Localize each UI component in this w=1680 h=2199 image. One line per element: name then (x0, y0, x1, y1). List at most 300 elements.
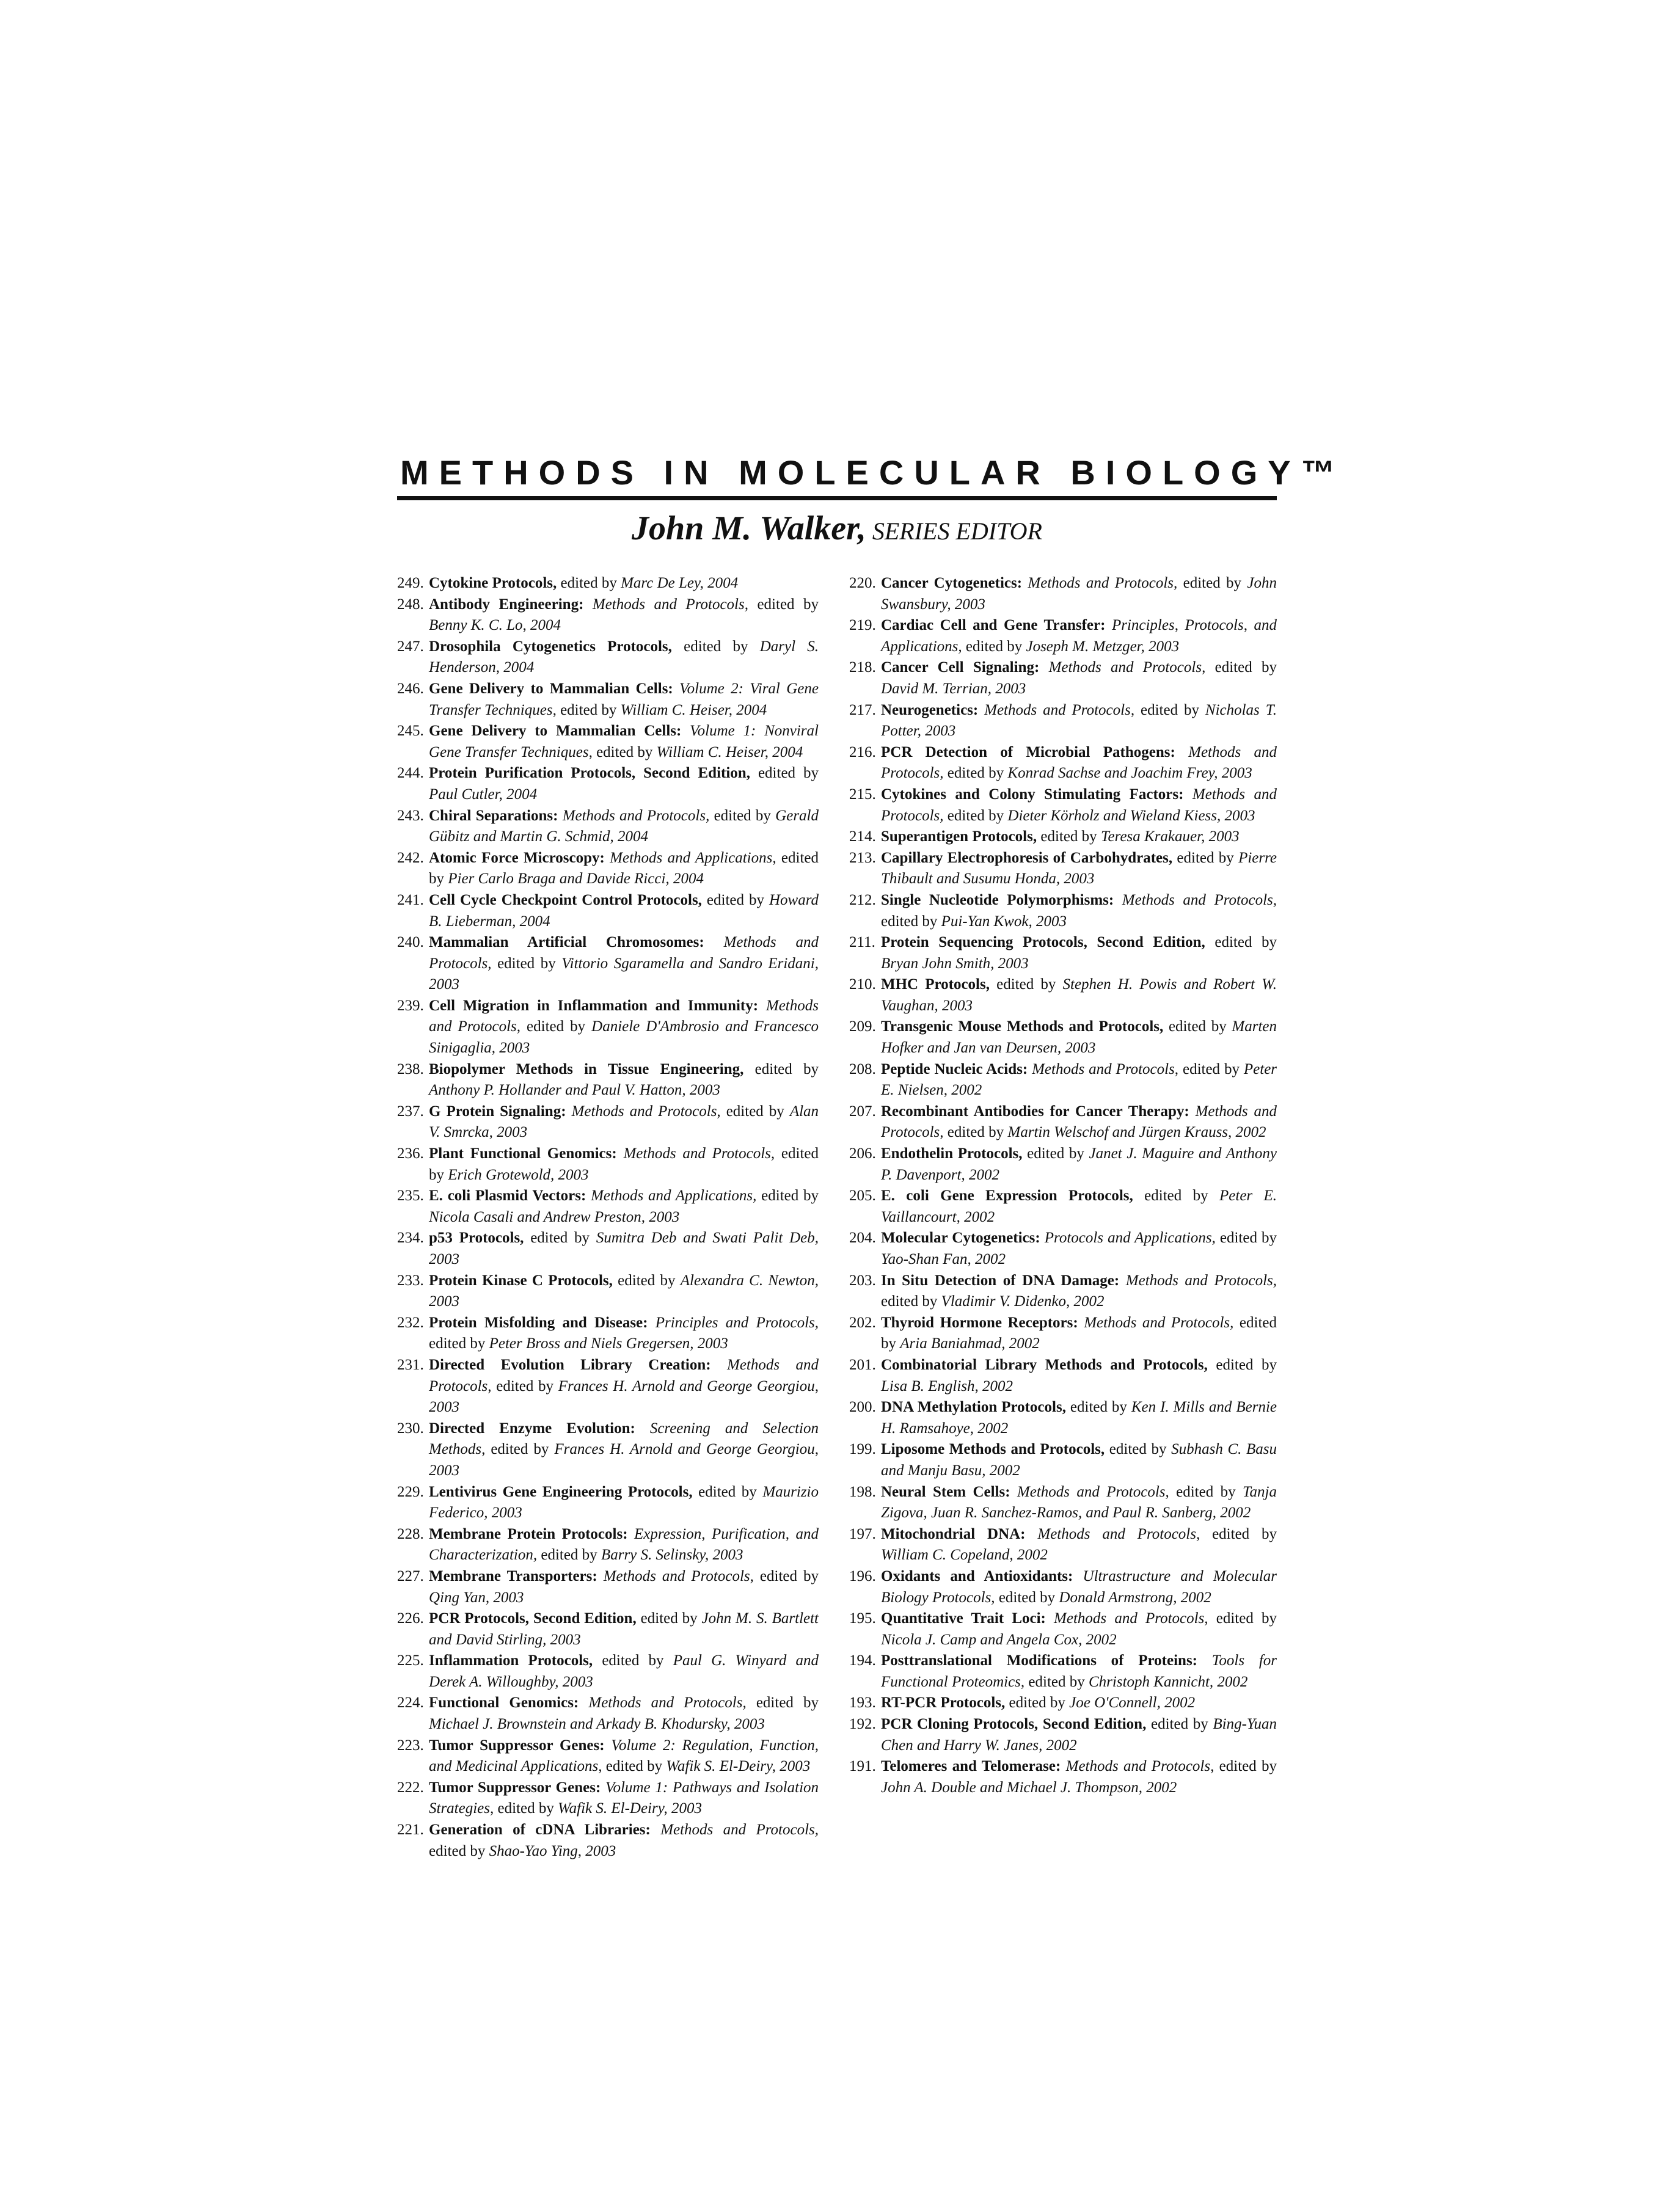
entry-edited-by: edited by (759, 1567, 819, 1585)
entry-title: Plant Functional Genomics: (429, 1145, 617, 1162)
entry-editors: Christoph Kannicht, 2002 (1089, 1673, 1248, 1690)
entry-subtitle: Methods and Protocols, (1125, 1272, 1277, 1289)
entry-edited-by: edited by (1040, 828, 1097, 845)
list-item (849, 890, 1277, 932)
list-item (397, 1143, 819, 1186)
entry-subtitle: Methods and Protocols, (588, 1694, 747, 1712)
entry-subtitle: Methods and Protocols, (1054, 1610, 1208, 1627)
list-item (397, 1778, 819, 1820)
entry-editors: Alan V. Smrcka, 2003 (429, 1103, 819, 1141)
entry-subtitle: Methods and Protocols, (984, 701, 1135, 718)
entry-editors: Paul Cutler, 2004 (429, 786, 538, 803)
entry-editors: Erich Grotewold, 2003 (448, 1166, 589, 1183)
list-item (849, 615, 1277, 657)
list-item (397, 1524, 819, 1566)
entry-number: 206. (849, 1145, 876, 1162)
entry-subtitle: Methods and Protocols, (429, 934, 819, 972)
entry-number: 225. (397, 1652, 424, 1669)
entry-editors: Michael J. Brownstein and Arkady B. Khodursky, 2003 (429, 1716, 765, 1733)
entry-editors: Sumitra Deb and Swati Palit Deb, 2003 (429, 1230, 819, 1267)
entry-edited-by: edited by (1176, 1483, 1236, 1500)
list-item (397, 1228, 819, 1270)
entry-edited-by: edited by (706, 891, 764, 908)
entry-editors: Marc De Ley, 2004 (621, 575, 739, 591)
entry-subtitle: Principles and Protocols, (655, 1314, 819, 1331)
entry-editors: Joe O'Connell, 2002 (1069, 1694, 1196, 1712)
list-item (849, 1482, 1277, 1524)
entry-number: 211. (849, 934, 875, 951)
list-item (849, 1143, 1277, 1186)
entry-number: 207. (849, 1103, 876, 1120)
entry-edited-by: edited by (996, 976, 1056, 993)
entry-editors: Martin Welschof and Jürgen Krauss, 2002 (1007, 1124, 1266, 1141)
entry-title: Atomic Force Microscopy: (429, 849, 605, 866)
entry-number: 238. (397, 1060, 424, 1078)
entry-editors: Daryl S. Henderson, 2004 (429, 638, 819, 676)
entry-title: Neural Stem Cells: (881, 1483, 1010, 1500)
list-item (849, 1313, 1277, 1355)
entry-edited-by: edited by (1216, 1610, 1277, 1627)
entry-edited-by: edited by (1214, 659, 1277, 676)
entry-number: 232. (397, 1314, 424, 1331)
entry-editors: Anthony P. Hollander and Paul V. Hatton, 2003 (429, 1082, 720, 1099)
entry-editors: Lisa B. English, 2002 (881, 1377, 1013, 1395)
entry-editors: Nicola J. Camp and Angela Cox, 2002 (881, 1631, 1117, 1648)
entry-edited-by: edited by (1219, 1758, 1277, 1775)
list-item (849, 1101, 1277, 1143)
entry-edited-by: edited by (541, 1547, 597, 1564)
entry-title: Mammalian Artificial Chromosomes: (429, 934, 704, 951)
entry-number: 203. (849, 1272, 876, 1289)
entry-title: Protein Kinase C Protocols, (429, 1272, 613, 1289)
entry-editors: Shao-Yao Ying, 2003 (489, 1842, 616, 1859)
entry-number: 240. (397, 934, 424, 951)
entry-title: Protein Sequencing Protocols, Second Edition, (881, 934, 1205, 951)
list-item (849, 1756, 1277, 1798)
entry-number: 220. (849, 575, 876, 591)
entry-title: Oxidants and Antioxidants: (881, 1567, 1073, 1585)
entry-number: 236. (397, 1145, 424, 1162)
entry-number: 209. (849, 1018, 876, 1035)
entry-edited-by: edited by (497, 955, 556, 972)
entry-edited-by: edited by (1027, 1145, 1084, 1162)
entry-editors: Donald Armstrong, 2002 (1059, 1589, 1211, 1606)
entry-editors: Howard B. Lieberman, 2004 (429, 891, 819, 930)
entry-number: 245. (397, 723, 424, 740)
entry-title: Antibody Engineering: (429, 596, 584, 613)
entry-number: 249. (397, 575, 424, 591)
entry-number: 212. (849, 891, 876, 908)
entry-editors: Wafik S. El-Deiry, 2003 (666, 1758, 811, 1775)
entry-editors: Marten Hofker and Jan van Deursen, 2003 (881, 1018, 1277, 1057)
right-column (849, 573, 1277, 1798)
entry-editors: Peter E. Vaillancourt, 2002 (881, 1187, 1277, 1225)
entry-editors: Pierre Thibault and Susumu Honda, 2003 (881, 849, 1277, 888)
entry-number: 191. (849, 1758, 876, 1775)
entry-number: 195. (849, 1610, 876, 1627)
entry-subtitle: Methods and Protocols, (1084, 1314, 1234, 1331)
entry-edited-by: edited by (429, 849, 819, 888)
entry-number: 210. (849, 976, 876, 993)
list-item (397, 1735, 819, 1778)
entry-subtitle: Methods and Protocols, (592, 596, 748, 613)
entry-number: 248. (397, 596, 424, 613)
entry-number: 201. (849, 1356, 876, 1373)
list-item (397, 996, 819, 1059)
entry-edited-by: edited by (496, 1377, 553, 1395)
list-item (397, 806, 819, 848)
entry-title: DNA Methylation Protocols, (881, 1399, 1066, 1416)
entry-edited-by: edited by (684, 638, 748, 655)
entry-editors: William C. Heiser, 2004 (656, 743, 803, 760)
entry-title: Liposome Methods and Protocols, (881, 1441, 1105, 1458)
entry-subtitle: Methods and Protocols, (881, 743, 1277, 782)
entry-editors: Frances H. Arnold and George Georgiou, 2003 (429, 1377, 819, 1416)
entry-subtitle: Methods and Protocols, (562, 807, 710, 824)
list-item (849, 784, 1277, 826)
entry-editors: Tanja Zigova, Juan R. Sanchez-Ramos, and Paul R. Sanberg, 2002 (881, 1483, 1277, 1522)
entry-number: 239. (397, 997, 424, 1014)
entry-subtitle: Principles, Protocols, and Applications, (881, 617, 1277, 655)
entry-title: Tumor Suppressor Genes: (429, 1737, 605, 1754)
entry-editors: Wafik S. El-Deiry, 2003 (558, 1800, 702, 1817)
entry-title: Thyroid Hormone Receptors: (881, 1314, 1078, 1331)
entry-edited-by: edited by (527, 1018, 586, 1035)
entry-number: 242. (397, 849, 424, 866)
entry-subtitle: Methods and Protocols, (1122, 891, 1277, 908)
entry-title: p53 Protocols, (429, 1230, 524, 1247)
entry-edited-by: edited by (947, 765, 1004, 782)
entry-title: Cytokines and Colony Stimulating Factors: (881, 786, 1184, 803)
entry-subtitle: Methods and Protocols, (623, 1145, 775, 1162)
entry-number: 228. (397, 1525, 424, 1542)
list-item (849, 573, 1277, 615)
entry-title: Lentivirus Gene Engineering Protocols, (429, 1483, 693, 1500)
entry-edited-by: edited by (726, 1103, 784, 1120)
entry-title: PCR Protocols, Second Edition, (429, 1610, 637, 1627)
entry-edited-by: edited by (698, 1483, 757, 1500)
entry-title: E. coli Gene Expression Protocols, (881, 1187, 1133, 1205)
entry-title: Single Nucleotide Polymorphisms: (881, 891, 1114, 908)
entry-edited-by: edited by (1216, 1356, 1277, 1373)
list-item (849, 1228, 1277, 1270)
entry-editors: Vittorio Sgaramella and Sandro Eridani, 2003 (429, 955, 819, 993)
list-item (397, 1313, 819, 1355)
entry-edited-by: edited by (881, 1314, 1277, 1352)
entry-subtitle: Methods and Protocols, (1032, 1060, 1179, 1078)
entry-subtitle: Methods and Protocols, (571, 1103, 721, 1120)
list-item (849, 742, 1277, 784)
entry-editors: Pier Carlo Braga and Davide Ricci, 2004 (448, 870, 704, 888)
entry-edited-by: edited by (714, 807, 771, 824)
entry-editors: Subhash C. Basu and Manju Basu, 2002 (881, 1441, 1277, 1479)
list-item (849, 1016, 1277, 1059)
entry-title: Telomeres and Telomerase: (881, 1758, 1061, 1775)
entry-number: 218. (849, 659, 876, 676)
entry-number: 222. (397, 1779, 424, 1796)
entry-edited-by: edited by (761, 1187, 819, 1205)
entry-edited-by: edited by (1070, 1399, 1127, 1416)
entry-edited-by: edited by (429, 1842, 486, 1859)
entry-number: 246. (397, 680, 424, 697)
entry-number: 192. (849, 1716, 876, 1733)
entry-edited-by: edited by (497, 1800, 554, 1817)
entry-title: G Protein Signaling: (429, 1103, 566, 1120)
entry-title: Recombinant Antibodies for Cancer Therapy: (881, 1103, 1189, 1120)
entry-title: Protein Misfolding and Disease: (429, 1314, 648, 1331)
entry-subtitle: Methods and Protocols, (660, 1822, 819, 1839)
entry-edited-by: edited by (998, 1589, 1056, 1606)
entry-number: 221. (397, 1822, 424, 1839)
list-item (849, 1714, 1277, 1756)
entry-number: 235. (397, 1187, 424, 1205)
editor-role: SERIES EDITOR (872, 517, 1042, 545)
entry-number: 247. (397, 638, 424, 655)
entry-number: 204. (849, 1230, 876, 1247)
entry-subtitle: Methods and Applications, (591, 1187, 757, 1205)
entry-editors: Teresa Krakauer, 2003 (1100, 828, 1240, 845)
entry-title: Tumor Suppressor Genes: (429, 1779, 601, 1796)
entry-subtitle: Volume 1: Nonviral Gene Transfer Techniques, (429, 723, 819, 760)
entry-edited-by: edited by (881, 913, 938, 930)
entry-editors: David M. Terrian, 2003 (881, 680, 1026, 697)
entry-number: 217. (849, 701, 876, 718)
list-item (397, 1101, 819, 1143)
entry-subtitle: Tools for Functional Proteomics, (881, 1652, 1277, 1690)
entry-title: Quantitative Trait Loci: (881, 1610, 1046, 1627)
entry-edited-by: edited by (965, 638, 1023, 655)
series-editor-line (397, 507, 1277, 558)
entry-number: 227. (397, 1567, 424, 1585)
entry-number: 199. (849, 1441, 876, 1458)
entry-edited-by: edited by (754, 1060, 819, 1078)
list-item (849, 1566, 1277, 1608)
entry-number: 231. (397, 1356, 424, 1373)
entry-editors: Gerald Gübitz and Martin G. Schmid, 2004 (429, 807, 819, 845)
entry-editors: John Swansbury, 2003 (881, 575, 1277, 613)
entry-number: 215. (849, 786, 876, 803)
entry-number: 223. (397, 1737, 424, 1754)
entry-editors: Barry S. Selinsky, 2003 (601, 1547, 743, 1564)
entry-number: 226. (397, 1610, 424, 1627)
entry-edited-by: edited by (947, 807, 1004, 824)
entry-subtitle: Ultrastructure and Molecular Biology Protocols, (881, 1567, 1277, 1606)
list-item (397, 848, 819, 890)
list-item (397, 636, 819, 679)
series-title: METHODS IN MOLECULAR BIOLOGY™ (400, 453, 1346, 492)
entry-edited-by: edited by (560, 575, 617, 591)
entry-subtitle: Volume 2: Regulation, Function, and Medicinal Applications, (429, 1737, 819, 1775)
list-item (849, 1439, 1277, 1481)
entry-edited-by: edited by (429, 1145, 819, 1183)
title-rule (397, 496, 1277, 500)
entry-editors: Stephen H. Powis and Robert W. Vaughan, 2003 (881, 976, 1277, 1014)
entry-title: Inflammation Protocols, (429, 1652, 593, 1669)
list-item (849, 1608, 1277, 1650)
list-item (397, 1608, 819, 1650)
list-item (849, 657, 1277, 699)
entry-number: 213. (849, 849, 876, 866)
entry-edited-by: edited by (881, 1293, 938, 1310)
entry-title: Posttranslational Modifications of Proteins: (881, 1652, 1198, 1669)
entry-editors: Dieter Körholz and Wieland Kiess, 2003 (1007, 807, 1255, 824)
entry-title: In Situ Detection of DNA Damage: (881, 1272, 1120, 1289)
list-item (397, 1418, 819, 1482)
entry-title: Cell Migration in Inflammation and Immunity: (429, 997, 759, 1014)
entry-subtitle: Methods and Protocols, (429, 997, 819, 1035)
entry-number: 208. (849, 1060, 876, 1078)
entry-edited-by: edited by (596, 743, 653, 760)
list-item (397, 1482, 819, 1524)
entry-title: Cardiac Cell and Gene Transfer: (881, 617, 1106, 634)
entry-number: 194. (849, 1652, 876, 1669)
entry-title: Peptide Nucleic Acids: (881, 1060, 1028, 1078)
list-item (397, 721, 819, 763)
entry-subtitle: Methods and Protocols, (881, 786, 1277, 824)
entry-title: Transgenic Mouse Methods and Protocols, (881, 1018, 1164, 1035)
entry-editors: Joseph M. Metzger, 2003 (1026, 638, 1180, 655)
list-item (849, 1650, 1277, 1693)
list-item (397, 679, 819, 721)
entry-subtitle: Methods and Protocols, (603, 1567, 754, 1585)
entry-title: Capillary Electrophoresis of Carbohydrates, (881, 849, 1173, 866)
entry-editors: Peter E. Nielsen, 2002 (881, 1060, 1277, 1099)
list-item (397, 763, 819, 805)
entry-edited-by: edited by (530, 1230, 590, 1247)
entry-editors: Nicola Casali and Andrew Preston, 2003 (429, 1208, 680, 1225)
entry-title: Generation of cDNA Libraries: (429, 1822, 651, 1839)
entry-editors: Vladimir V. Didenko, 2002 (941, 1293, 1105, 1310)
entry-editors: John A. Double and Michael J. Thompson, 2002 (881, 1779, 1177, 1796)
entry-subtitle: Methods and Protocols, (1028, 575, 1178, 591)
entry-editors: Konrad Sachse and Joachim Frey, 2003 (1007, 765, 1252, 782)
entry-editors: Paul G. Winyard and Derek A. Willoughby, 2003 (429, 1652, 819, 1690)
entry-title: Neurogenetics: (881, 701, 979, 718)
entry-number: 241. (397, 891, 424, 908)
entry-number: 234. (397, 1230, 424, 1247)
entry-edited-by: edited by (1182, 1060, 1240, 1078)
entry-number: 214. (849, 828, 876, 845)
entry-editors: Benny K. C. Lo, 2004 (429, 617, 561, 634)
entry-number: 205. (849, 1187, 876, 1205)
entry-number: 196. (849, 1567, 876, 1585)
entry-number: 202. (849, 1314, 876, 1331)
entry-editors: Aria Baniahmad, 2002 (900, 1335, 1040, 1352)
entry-number: 230. (397, 1420, 424, 1437)
entry-title: Superantigen Protocols, (881, 828, 1037, 845)
entry-edited-by: edited by (1214, 934, 1277, 951)
entry-title: Biopolymer Methods in Tissue Engineering, (429, 1060, 744, 1078)
list-item (849, 848, 1277, 890)
list-item (397, 1650, 819, 1693)
entry-editors: Daniele D'Ambrosio and Francesco Sinigaglia, 2003 (429, 1018, 819, 1057)
entry-number: 198. (849, 1483, 876, 1500)
entry-title: Cancer Cell Signaling: (881, 659, 1040, 676)
entry-edited-by: edited by (1212, 1525, 1277, 1542)
entry-editors: Frances H. Arnold and George Georgiou, 2003 (429, 1441, 819, 1479)
entry-subtitle: Methods and Protocols, (1065, 1758, 1214, 1775)
list-item (849, 826, 1277, 848)
entry-number: 219. (849, 617, 876, 634)
list-item (849, 1059, 1277, 1101)
entry-subtitle: Methods and Protocols, (881, 1103, 1277, 1141)
entry-title: Protein Purification Protocols, Second Edition, (429, 765, 750, 782)
entry-editors: Maurizio Federico, 2003 (429, 1483, 819, 1522)
list-item (397, 1355, 819, 1418)
entry-title: PCR Detection of Microbial Pathogens: (881, 743, 1175, 760)
entry-number: 233. (397, 1272, 424, 1289)
entry-edited-by: edited by (1140, 701, 1199, 718)
entry-edited-by: edited by (605, 1758, 663, 1775)
list-item (849, 1355, 1277, 1397)
entry-editors: Peter Bross and Niels Gregersen, 2003 (489, 1335, 728, 1352)
entry-number: 237. (397, 1103, 424, 1120)
entry-edited-by: edited by (1144, 1187, 1208, 1205)
entry-edited-by: edited by (491, 1441, 549, 1458)
entry-editors: William C. Copeland, 2002 (881, 1547, 1048, 1564)
entry-title: Gene Delivery to Mammalian Cells: (429, 723, 682, 740)
entry-number: 200. (849, 1399, 876, 1416)
editor-name: John M. Walker, (632, 509, 866, 547)
entry-edited-by: edited by (1009, 1694, 1065, 1712)
entry-title: Endothelin Protocols, (881, 1145, 1023, 1162)
entry-title: E. coli Plasmid Vectors: (429, 1187, 586, 1205)
list-item (849, 1524, 1277, 1566)
entry-subtitle: Expression, Purification, and Characterization, (429, 1525, 819, 1564)
list-item (397, 1271, 819, 1313)
list-item (397, 932, 819, 996)
list-item (397, 1059, 819, 1101)
entry-edited-by: edited by (1219, 1230, 1277, 1247)
entry-title: Directed Evolution Library Creation: (429, 1356, 711, 1373)
entry-title: Functional Genomics: (429, 1694, 579, 1712)
entry-number: 197. (849, 1525, 876, 1542)
list-item (849, 1693, 1277, 1714)
entry-title: Directed Enzyme Evolution: (429, 1420, 635, 1437)
entry-title: Mitochondrial DNA: (881, 1525, 1026, 1542)
list-item (397, 1186, 819, 1228)
entry-subtitle: Methods and Protocols, (1017, 1483, 1169, 1500)
entry-subtitle: Volume 1: Pathways and Isolation Strategies, (429, 1779, 819, 1817)
list-item (849, 932, 1277, 974)
entry-edited-by: edited by (602, 1652, 664, 1669)
entry-editors: Nicholas T. Potter, 2003 (881, 701, 1277, 740)
entry-title: Membrane Transporters: (429, 1567, 597, 1585)
entry-title: Cell Cycle Checkpoint Control Protocols, (429, 891, 702, 908)
entry-subtitle: Protocols and Applications, (1044, 1230, 1216, 1247)
list-item (397, 1566, 819, 1608)
entry-title: Chiral Separations: (429, 807, 558, 824)
list-item (849, 1271, 1277, 1313)
entry-edited-by: edited by (1183, 575, 1242, 591)
entry-editors: Janet J. Maguire and Anthony P. Davenport, 2002 (881, 1145, 1277, 1183)
entry-edited-by: edited by (756, 1694, 819, 1712)
entry-edited-by: edited by (1150, 1716, 1208, 1733)
list-item (849, 974, 1277, 1016)
entry-editors: Bing-Yuan Chen and Harry W. Janes, 2002 (881, 1716, 1277, 1754)
list-item (849, 1186, 1277, 1228)
entry-editors: Alexandra C. Newton, 2003 (429, 1272, 819, 1310)
entry-edited-by: edited by (618, 1272, 676, 1289)
list-item (397, 1693, 819, 1735)
entry-subtitle: Volume 2: Viral Gene Transfer Techniques, (429, 680, 819, 718)
left-column (397, 573, 819, 1862)
entry-subtitle: Methods and Protocols, (429, 1356, 819, 1395)
list-item (397, 890, 819, 932)
entry-edited-by: edited by (560, 701, 617, 718)
entry-number: 229. (397, 1483, 424, 1500)
entry-edited-by: edited by (429, 1335, 486, 1352)
